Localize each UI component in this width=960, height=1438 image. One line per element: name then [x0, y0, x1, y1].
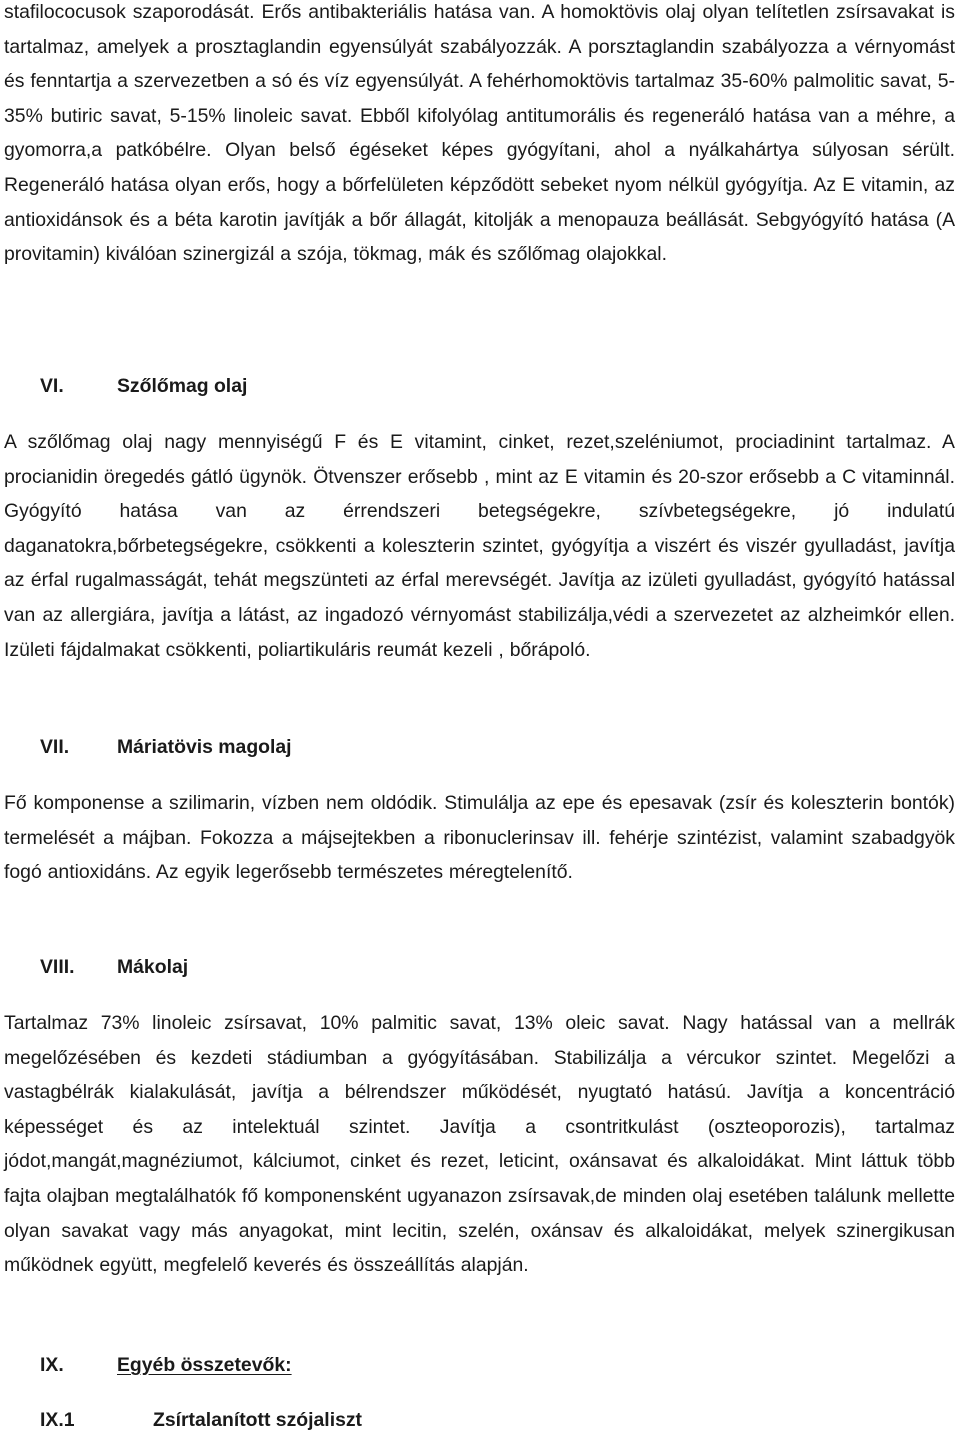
- section-vii-paragraph: Fő komponense a szilimarin, vízben nem oldódik. Stimulálja az epe és epesavak (zsír és koleszterin bontók) termelését a májban. Fokozza a májsejtekben a ribonuclerinsav ill. fehérje szintézist, valamint szabadgyök fogó antioxidáns. Az egyik legerősebb természetes méregtelenítő.: [4, 792, 955, 884]
- intro-paragraph: stafilococusok szaporodását. Erős antibakteriális hatása van. A homoktövis olaj olyan telítetlen zsírsavakat is tartalmaz, amelyek a prosztaglandin egyensúlyát szabályozzák. A porsztaglandin szabályozza a vérnyomást és fenntartja a szervezetben a só és víz egyensúlyát. A fehérhomoktövis tartalmaz 35-60% palmolitic savat, 5-35% butiric savat, 5-15% linoleic savat. Ebből kifolyólag antitumorális és regeneráló hatása van a méhre, a gyomorra,a patkóbélre. Olyan belső égéseket képes gyógyítani, ahol a nyálkahártya súlyosan sérült. Regeneráló hatása olyan erős, hogy a bőrfelületen képződött sebeket nyom nélkül gyógyítja. Az E vitamin, az antioxidánsok és a béta karotin javítják a bőr állagát, kitolják a menopauza beállását. Sebgyógyító hatása (A provitamin) kiválóan szinergizál a szója, tökmag, mák és szőlőmag olajokkal.: [4, 1, 955, 266]
- section-heading-vii: [40, 730, 292, 765]
- section-title: Szőlőmag olaj: [117, 375, 248, 397]
- section-number: VI.: [40, 375, 64, 397]
- section-number: VIII.: [40, 956, 75, 978]
- section-number: IX.1: [40, 1409, 75, 1431]
- section-title: Mákolaj: [117, 956, 189, 978]
- section-heading-viii: [40, 950, 188, 985]
- section-heading-ix1: [40, 1403, 362, 1438]
- section-number: VII.: [40, 736, 70, 758]
- section-title: Egyéb összetevők:: [117, 1354, 292, 1376]
- section-heading-vi: [40, 369, 247, 404]
- section-viii-paragraph: Tartalmaz 73% linoleic zsírsavat, 10% palmitic savat, 13% oleic savat. Nagy hatással van a mellrák megelőzésében és kezdeti stádiumban a gyógyításában. Stabilizálja a vércukor szintet. Megelőzi a vastagbélrák kialakulását, javítja a bélrendszer működését, nyugtató hatású. Javítja a koncentráció képességet és az intelektuál szintet. Javítja a csontritkulást (oszteoporozis), tartalmaz jódot,mangát,magnéziumot, kálciumot, cinket és rezet, leticint, oxánsavat és alkaloidákat. Mint láttuk több fajta olajban megtalálhatók fő komponensként ugyanazon zsírsavak,de minden olaj esetében találunk mellette olyan savakat vagy más anyagokat, mint lecitin, szelén, oxánsav és alkaloidákat, melyek szinergikusan működnek együtt, megfelelő keverés és összeállítás alapján.: [4, 1012, 955, 1277]
- section-heading-ix: [40, 1348, 292, 1383]
- section-title: Zsírtalanított szójaliszt: [153, 1409, 363, 1431]
- section-title: Máriatövis magolaj: [117, 736, 292, 758]
- section-vi-paragraph: A szőlőmag olaj nagy mennyiségű F és E vitamint, cinket, rezet,szeléniumot, prociadinint tartalmaz. A procianidin öregedés gátló ügynök. Ötvenszer erősebb , mint az E vitamin és 20-szor erősebb a C vitaminnál. Gyógyító hatása van az érrendszeri betegségekre, szívbetegségekre, jó indulatú daganatokra,bőrbetegségekre, csökkenti a koleszterin szintet, gyógyítja a viszért és viszér gyulladást, javítja az érfal rugalmasságát, tehát megszünteti az érfal merevségét. Javítja az izületi gyulladást, gyógyító hatással van az allergiára, javítja a látást, az ingadozó vérnyomást stabilizálja,védi a szervezetet az alzheimkór ellen. Izületi fájdalmakat csökkenti, poliartikuláris reumát kezeli , bőrápoló.: [4, 431, 955, 661]
- section-number: IX.: [40, 1354, 64, 1376]
